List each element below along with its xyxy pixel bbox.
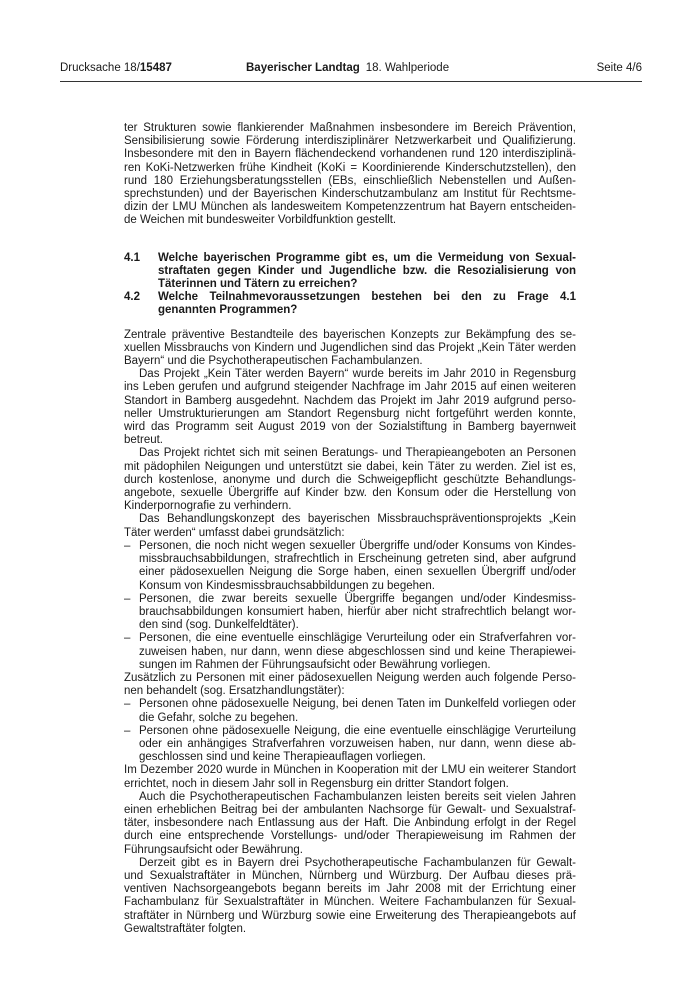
dash-bullet: –	[124, 632, 131, 645]
answer-paragraph: Derzeit gibt es in Bayern drei Psychotherapeutische Fachambulanzen für Gewalt- und Sexualstraftäter in München, Nürnberg und Würzburg. Der Aufbau dieses präventiven Nachsorgeangebots begann bereits im Jahr 2008 mit der Errichtung einer Fachambulanz für Sexualstraftäter in München. Weitere Fachambulanzen für Sexualstraftäter in Nürnberg und Würzburg sowie eine Erweiterung des Therapieangebots auf Gewaltstraftäter folgten.	[124, 856, 576, 935]
question-text: Welche Teilnahmevoraussetzungen bestehen bei den zu Frage 4.1 genannten Programmen?	[158, 291, 576, 317]
page-number: Seite 4/6	[596, 62, 642, 74]
electoral-period: 18. Wahlperiode	[365, 62, 450, 74]
parliament-info	[246, 62, 449, 74]
header-rule	[60, 81, 642, 82]
list-item-text: Personen, die zwar bereits sexuelle Übergriffe begangen und/oder Kindesmissbrauchsabbildungen konsumiert haben, hierfür aber nicht strafrechtlich belangt worden sind (sog. Dunkelfeldtäter).	[139, 592, 576, 632]
parliament-name: Bayerischer Landtag	[246, 62, 360, 74]
list-item	[124, 593, 576, 633]
page-header	[60, 62, 642, 80]
list-item-text: Personen ohne pädosexuelle Neigung, die eine eventuelle einschlägige Verurteilung oder ein anhängiges Strafverfahren vorzuweisen haben, nur dann, wenn diese abgeschlossen sind und keine Therapieauflagen vorliegen.	[139, 724, 576, 764]
question-number: 4.2	[124, 291, 140, 304]
list-item-text: Personen ohne pädosexuelle Neigung, bei denen Taten im Dunkelfeld vorliegen oder die Gefahr, solche zu begehen.	[139, 698, 576, 724]
dash-bullet: –	[124, 539, 131, 552]
dash-bullet: –	[124, 592, 131, 605]
list-item	[124, 698, 576, 724]
document-number-value: 15487	[139, 62, 172, 74]
document-label: Drucksache 18/	[60, 62, 140, 74]
spacer	[124, 318, 576, 329]
page-content	[124, 122, 576, 936]
spacer	[124, 228, 576, 252]
question-text: Welche bayerischen Programme gibt es, um die Vermeidung von Sexualstraftaten gegen Kinder und Jugendliche bzw. die Resozialisierung von Täterinnen und Tätern zu erreichen?	[158, 251, 576, 291]
dash-bullet: –	[124, 698, 131, 711]
list-item	[124, 725, 576, 765]
answer-paragraph: Das Behandlungskonzept des bayerischen Missbrauchspräventionsprojekts „Kein Täter werden“ umfasst dabei grundsätzlich:	[124, 513, 576, 539]
intro-paragraph: ter Strukturen sowie flankierender Maßnahmen insbesondere im Bereich Prävention, Sensibilisierung sowie Förderung interdisziplinärer Netzwerkarbeit und Qualifizierung. Insbesondere mit den in Bayern flächendeckend vorhandenen rund 120 interdisziplinären KoKi-Netzwerken frühe Kindheit (KoKi = Koordinierende Kinderschutzstellen), den rund 180 Erziehungsberatungsstellen (EBs, einschließlich Nebenstellen und Außensprechstunden) und der Bayerischen Kinderschutzambulanz am Institut für Rechtsmedizin der LMU München als landesweitem Kompetenzzentrum hat Bayern entscheidende Weichen mit bundesweiter Vorbildfunktion gestellt.	[124, 122, 576, 227]
list-item-text: Personen, die eine eventuelle einschlägige Verurteilung oder ein Strafverfahren vorzuweisen haben, nur dann, wenn diese abgeschlossen sind und keine Therapieweisungen im Rahmen der Führungsaufsicht oder Bewährung vorliegen.	[139, 632, 576, 671]
question-number: 4.1	[124, 251, 140, 264]
list-item	[124, 540, 576, 593]
document-number	[60, 62, 172, 74]
question-4-2	[124, 291, 576, 317]
answer-paragraph: Das Projekt richtet sich mit seinen Beratungs- und Therapieangeboten an Personen mit pädophilen Neigungen und unterstützt sie dabei, kein Täter zu werden. Ziel ist es, durch kostenlose, anonyme und durch die Schweigepflicht geschützte Behandlungsangebote, sexuelle Übergriffe auf Kinder bzw. den Konsum oder die Herstellung von Kinderpornografie zu verhindern.	[124, 447, 576, 513]
dash-bullet: –	[124, 724, 131, 737]
answer-paragraph: Im Dezember 2020 wurde in München in Kooperation mit der LMU ein weiterer Standort errichtet, noch in diesem Jahr soll in Regensburg ein dritter Standort folgen.	[124, 764, 576, 790]
list-item	[124, 632, 576, 672]
question-4-1	[124, 252, 576, 292]
answer-paragraph: Zentrale präventive Bestandteile des bayerischen Konzepts zur Bekämpfung des sexuellen Missbrauchs von Kindern und Jugendlichen sind das Projekt „Kein Täter werden Bayern“ und die Psychotherapeutischen Fachambulanzen.	[124, 328, 576, 368]
list-item-text: Personen, die noch nicht wegen sexueller Übergriffe und/oder Konsums von Kindesmissbrauchsabbildungen, strafrechtlich in Erscheinung getreten sind, aber aufgrund einer pädosexuellen Neigung die Sorge haben, einen sexuellen Übergriff und/oder Konsum von Kindesmissbrauchsabbildungen zu begehen.	[139, 539, 576, 592]
answer-paragraph: Das Projekt „Kein Täter werden Bayern“ wurde bereits im Jahr 2010 in Regensburg ins Leben gerufen und aufgrund steigender Nachfrage im Jahr 2015 auf einen weiteren Standort in Bamberg ausgedehnt. Nachdem das Projekt im Jahr 2019 aufgrund personeller Umstrukturierungen am Standort Regensburg nicht fortgeführt werden konnte, wird das Programm seit August 2019 von der Sozialstiftung in Bamberg bayernweit betreut.	[124, 368, 576, 447]
answer-paragraph: Auch die Psychotherapeutischen Fachambulanzen leisten bereits seit vielen Jahren einen erheblichen Beitrag bei der ambulanten Nachsorge für Gewalt- und Sexualstraftäter, insbesondere nach Entlassung aus der Haft. Die Anbindung erfolgt in der Regel durch eine entsprechende Vorstellungs- und/oder Therapieweisung im Rahmen der Führungsaufsicht oder Bewährung.	[124, 790, 576, 856]
answer-paragraph: Zusätzlich zu Personen mit einer pädosexuellen Neigung werden auch folgende Personen behandelt (sog. Ersatzhandlungstäter):	[124, 671, 576, 698]
